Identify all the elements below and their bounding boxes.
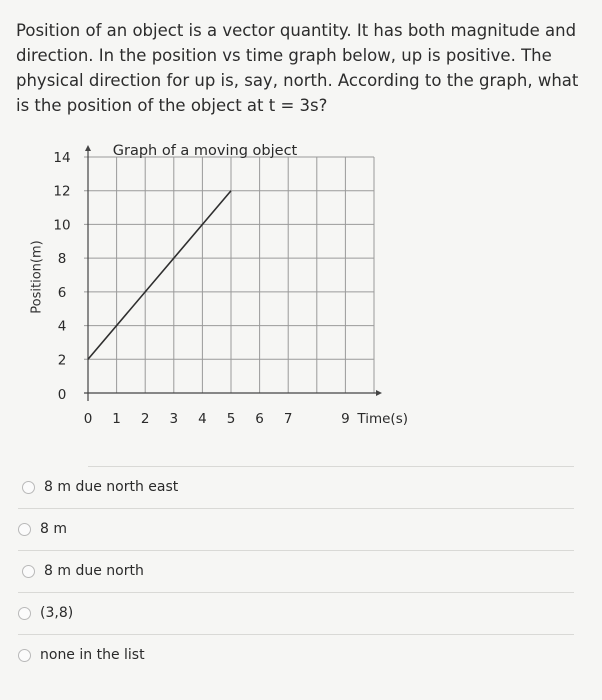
- x-axis-arrow: [376, 390, 382, 396]
- answer-option-1[interactable]: [22, 466, 602, 508]
- y-axis-arrow: [85, 145, 91, 151]
- chart-title: Graph of a moving object: [112, 143, 298, 159]
- option-label: (3,8): [40, 605, 74, 621]
- x-tick-label: 1: [112, 411, 121, 427]
- y-tick-label: 2: [57, 352, 67, 369]
- option-label: 8 m: [40, 521, 67, 537]
- radio-button[interactable]: [18, 649, 31, 662]
- question-text: Position of an object is a vector quantity. It has both magnitude and direction. In the position vs time graph below, up is positive. The physical direction for up is, say, north. According to the graph, what is the position of the object at t = 3s?: [16, 21, 579, 115]
- x-tick-label: 4: [198, 411, 207, 427]
- y-axis-label: Position(m): [29, 240, 45, 314]
- y-tick-label: 6: [57, 284, 67, 301]
- x-tick-label: 3: [169, 411, 179, 427]
- radio-button[interactable]: [18, 607, 31, 620]
- y-tick-label: 12: [53, 183, 71, 200]
- option-label: none in the list: [40, 647, 145, 663]
- series-line: [88, 191, 231, 360]
- option-label: 8 m due north east: [44, 479, 179, 495]
- y-tick-label: 4: [57, 318, 67, 335]
- option-label: 8 m due north: [44, 563, 144, 579]
- answer-option-2[interactable]: [18, 508, 598, 550]
- radio-button[interactable]: [18, 523, 31, 536]
- y-tick-label: 10: [53, 217, 71, 234]
- x-tick-label: 6: [255, 411, 264, 427]
- y-tick-label: 8: [57, 251, 67, 268]
- answer-option-4[interactable]: [18, 592, 598, 634]
- radio-button[interactable]: [22, 565, 35, 578]
- x-tick-label: 2: [140, 411, 150, 427]
- position-time-graph: [0, 130, 602, 430]
- x-tick-label: 0: [83, 411, 93, 427]
- radio-button[interactable]: [22, 481, 35, 494]
- x-axis-title: Time(s): [357, 411, 409, 427]
- y-tick-label: 14: [53, 150, 71, 166]
- answer-option-5[interactable]: [18, 634, 598, 676]
- y-tick-label: 0: [57, 387, 67, 403]
- answer-option-3[interactable]: [22, 550, 602, 592]
- x-tick-label: 5: [226, 411, 236, 427]
- x-tick-label: 9: [341, 411, 350, 427]
- x-tick-label: 7: [283, 411, 293, 427]
